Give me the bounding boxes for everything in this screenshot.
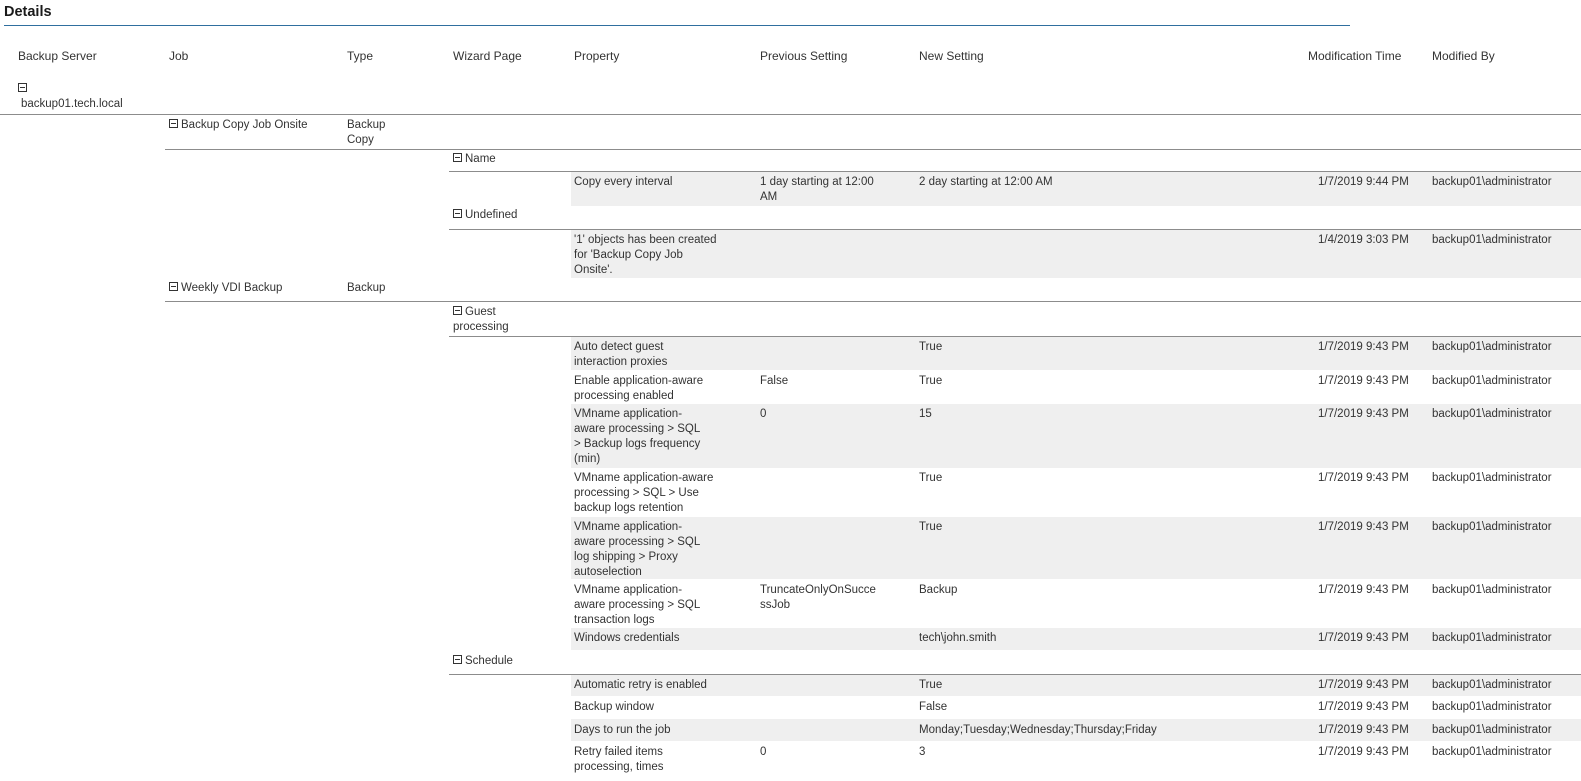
modification-time-cell: 1/7/2019 9:43 PM <box>1318 724 1409 736</box>
property-cell: VMname application-aware processing > SQL > Backup logs frequency (min) <box>574 408 701 465</box>
column-header-wizard-page: Wizard Page <box>453 49 522 63</box>
table-row <box>571 628 1581 650</box>
property-cell: VMname application-aware processing > SQL transaction logs <box>574 584 700 626</box>
property-cell: Windows credentials <box>574 632 680 644</box>
modification-time-cell: 1/7/2019 9:43 PM <box>1318 472 1409 484</box>
modified-by-cell: backup01\administrator <box>1432 408 1552 420</box>
modification-time-cell: 1/7/2019 9:43 PM <box>1318 632 1409 644</box>
previous-setting-cell: 0 <box>760 408 767 420</box>
job-group-row[interactable] <box>169 281 282 296</box>
new-setting-cell: True <box>919 472 943 484</box>
property-cell: VMname application-aware processing > SQL log shipping > Proxy autoselection <box>574 521 700 578</box>
wizard-page-name: Guest processing <box>453 306 509 333</box>
property-cell: Enable application-aware processing enabled <box>574 375 704 402</box>
minus-box-icon <box>453 306 462 315</box>
modification-time-cell: 1/7/2019 9:43 PM <box>1318 341 1409 353</box>
minus-box-icon <box>453 153 462 162</box>
wizard-page-row[interactable] <box>453 654 513 669</box>
modification-time-cell: 1/7/2019 9:44 PM <box>1318 176 1409 188</box>
table-row <box>571 404 1581 468</box>
new-setting-cell: True <box>919 679 943 691</box>
previous-setting-cell: 1 day starting at 12:00 AM <box>760 176 874 203</box>
property-cell: Days to run the job <box>574 724 671 736</box>
collapse-toggle-server[interactable] <box>18 82 30 97</box>
new-setting-cell: False <box>919 701 948 713</box>
property-cell: Copy every interval <box>574 176 673 188</box>
modified-by-cell: backup01\administrator <box>1432 584 1552 596</box>
modified-by-cell: backup01\administrator <box>1432 341 1552 353</box>
modification-time-cell: 1/7/2019 9:43 PM <box>1318 746 1409 758</box>
column-header-modified-by: Modified By <box>1432 49 1495 63</box>
property-cell: Automatic retry is enabled <box>574 679 707 691</box>
modified-by-cell: backup01\administrator <box>1432 176 1552 188</box>
new-setting-cell: 15 <box>919 408 932 420</box>
job-type: Backup Copy <box>347 119 386 146</box>
table-row <box>571 337 1581 370</box>
modification-time-cell: 1/7/2019 9:43 PM <box>1318 521 1409 533</box>
job-row-divider <box>165 301 1581 302</box>
previous-setting-cell: False <box>760 375 789 387</box>
property-cell: '1' objects has been created for 'Backup Copy Job Onsite'. <box>574 234 717 276</box>
new-setting-cell: True <box>919 521 943 533</box>
property-cell: Backup window <box>574 701 654 713</box>
column-header-previous-setting: Previous Setting <box>760 49 848 63</box>
modification-time-cell: 1/7/2019 9:43 PM <box>1318 408 1409 420</box>
server-name: backup01.tech.local <box>21 98 123 110</box>
modified-by-cell: backup01\administrator <box>1432 679 1552 691</box>
job-row-divider <box>165 149 1581 150</box>
property-cell: Auto detect guest interaction proxies <box>574 341 668 368</box>
column-header-job: Job <box>169 49 189 63</box>
minus-box-icon <box>453 209 462 218</box>
column-header-property: Property <box>574 49 620 63</box>
modified-by-cell: backup01\administrator <box>1432 632 1552 644</box>
new-setting-cell: True <box>919 341 943 353</box>
job-type: Backup <box>347 282 386 294</box>
column-header-modification-time: Modification Time <box>1308 49 1402 63</box>
modified-by-cell: backup01\administrator <box>1432 746 1552 758</box>
wizard-page-name: Name <box>465 153 496 165</box>
minus-box-icon <box>18 83 27 92</box>
modified-by-cell: backup01\administrator <box>1432 724 1552 736</box>
new-setting-cell: 3 <box>919 746 926 758</box>
modified-by-cell: backup01\administrator <box>1432 472 1552 484</box>
minus-box-icon <box>453 655 462 664</box>
new-setting-cell: Monday;Tuesday;Wednesday;Thursday;Friday <box>919 724 1157 736</box>
modified-by-cell: backup01\administrator <box>1432 521 1552 533</box>
modified-by-cell: backup01\administrator <box>1432 234 1552 246</box>
new-setting-cell: tech\john.smith <box>919 632 997 644</box>
title-divider <box>4 25 1350 26</box>
wizard-page-row[interactable] <box>453 152 496 167</box>
table-row <box>571 675 1581 696</box>
server-row-divider <box>0 114 1581 115</box>
property-cell: VMname application-aware processing > SQL > Use backup logs retention <box>574 472 714 514</box>
new-setting-cell: 2 day starting at 12:00 AM <box>919 176 1053 188</box>
job-name: Backup Copy Job Onsite <box>181 119 308 131</box>
wizard-page-name: Undefined <box>465 209 518 221</box>
modified-by-cell: backup01\administrator <box>1432 375 1552 387</box>
modification-time-cell: 1/4/2019 3:03 PM <box>1318 234 1409 246</box>
report-title: Details <box>4 4 52 20</box>
modification-time-cell: 1/7/2019 9:43 PM <box>1318 584 1409 596</box>
modification-time-cell: 1/7/2019 9:43 PM <box>1318 701 1409 713</box>
column-header-backup-server: Backup Server <box>18 49 97 63</box>
previous-setting-cell: TruncateOnlyOnSuccessJob <box>760 584 876 611</box>
table-row <box>571 517 1581 579</box>
modification-time-cell: 1/7/2019 9:43 PM <box>1318 375 1409 387</box>
property-cell: Retry failed items processing, times <box>574 746 664 773</box>
column-header-new-setting: New Setting <box>919 49 984 63</box>
modified-by-cell: backup01\administrator <box>1432 701 1552 713</box>
minus-box-icon <box>169 119 178 128</box>
new-setting-cell: Backup <box>919 584 958 596</box>
modification-time-cell: 1/7/2019 9:43 PM <box>1318 679 1409 691</box>
wizard-page-row[interactable] <box>453 305 543 335</box>
wizard-page-row[interactable] <box>453 208 517 223</box>
minus-box-icon <box>169 282 178 291</box>
previous-setting-cell: 0 <box>760 746 767 758</box>
wizard-page-name: Schedule <box>465 655 513 667</box>
job-group-row[interactable] <box>169 118 329 133</box>
column-header-type: Type <box>347 49 374 63</box>
new-setting-cell: True <box>919 375 943 387</box>
job-name: Weekly VDI Backup <box>181 282 283 294</box>
